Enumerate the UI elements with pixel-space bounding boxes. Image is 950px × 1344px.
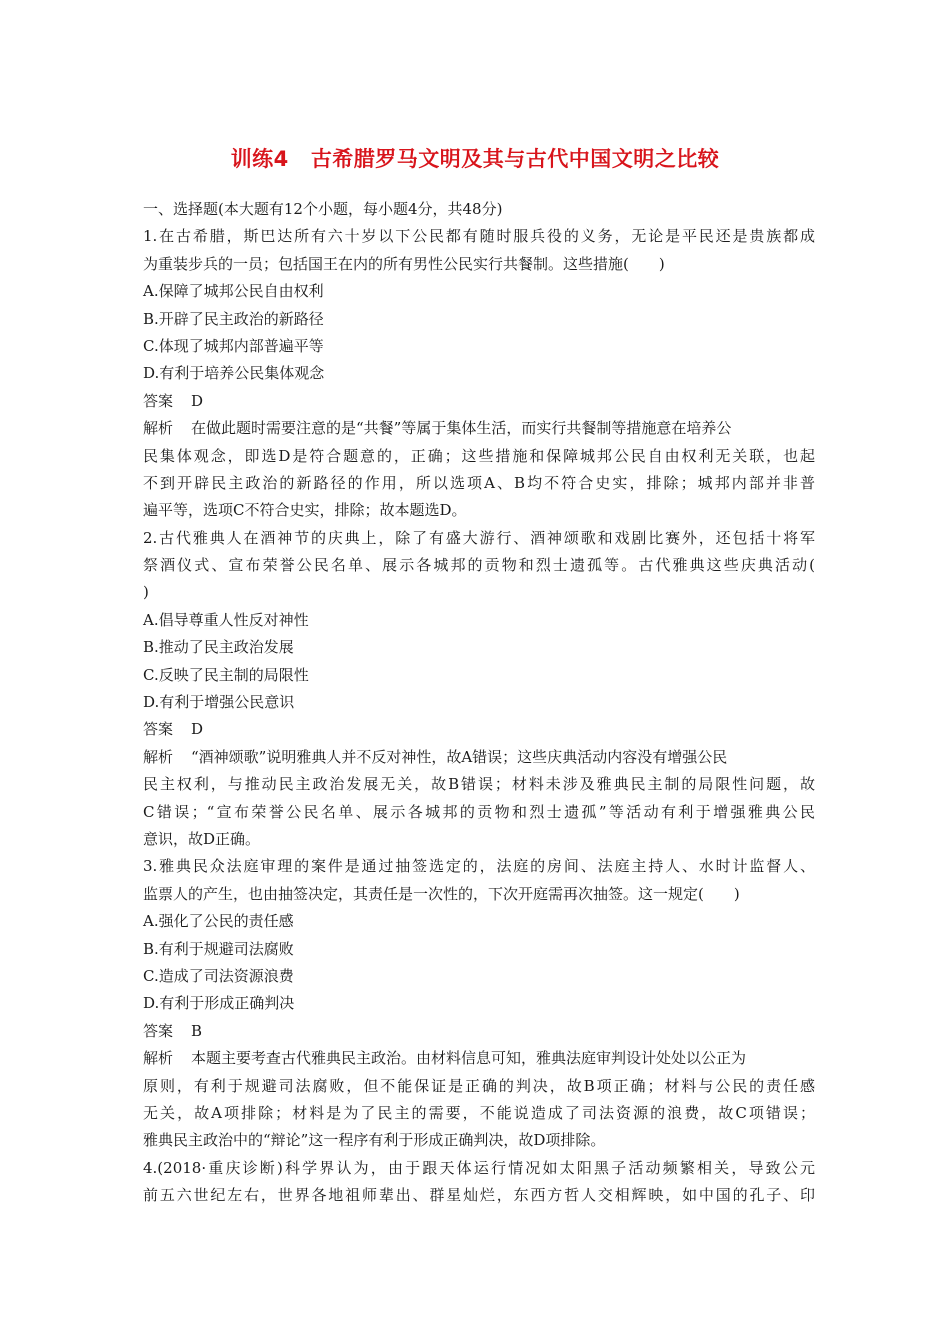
option-a: A.保障了城邦公民自由权利 bbox=[143, 282, 324, 301]
analysis-line bbox=[143, 415, 815, 442]
question-stem-line: 监票人的产生，也由抽签决定，其责任是一次性的，下次开庭需再次抽签。这一规定( ) bbox=[143, 884, 740, 903]
answer-value: D bbox=[191, 391, 204, 410]
option-c: C.体现了城邦内部普遍平等 bbox=[143, 336, 324, 355]
analysis-line: C错误；“宣布荣誉公民名单、展示各城邦的贡物和烈士遗孤”等活动有利于增强雅典公民 bbox=[143, 802, 815, 821]
option-d: D.有利于培养公民集体观念 bbox=[143, 364, 325, 383]
option-b: B.有利于规避司法腐败 bbox=[143, 939, 294, 958]
option-c: C.反映了民主制的局限性 bbox=[143, 665, 309, 684]
option-a: A.倡导尊重人性反对神性 bbox=[143, 610, 309, 629]
answer-line bbox=[143, 1018, 815, 1045]
analysis-label: 解析 bbox=[143, 747, 174, 766]
answer-label: 答案 bbox=[143, 720, 174, 739]
analysis-line: 雅典民主政治中的“辩论”这一程序有利于形成正确判决，故D项排除。 bbox=[143, 1131, 606, 1150]
document-body bbox=[143, 196, 815, 1209]
answer-label: 答案 bbox=[143, 1021, 174, 1040]
analysis-label: 解析 bbox=[143, 419, 174, 438]
analysis-line bbox=[143, 1045, 815, 1072]
answer-label: 答案 bbox=[143, 391, 174, 410]
option-a: A.强化了公民的责任感 bbox=[143, 912, 294, 931]
analysis-label: 解析 bbox=[143, 1049, 174, 1068]
option-b: B.推动了民主政治发展 bbox=[143, 638, 294, 657]
question-stem-line: ) bbox=[143, 583, 149, 602]
analysis-line: 原则，有利于规避司法腐败，但不能保证是正确的判决，故B项正确；材料与公民的责任感 bbox=[143, 1076, 815, 1095]
analysis-line: 民集体观念，即选D是符合题意的，正确；这些措施和保障城邦公民自由权利无关联，也起 bbox=[143, 446, 815, 465]
question-stem-line: 3.雅典民众法庭审理的案件是通过抽签选定的，法庭的房间、法庭主持人、水时计监督人、 bbox=[143, 857, 815, 876]
question-stem-line: 为重装步兵的一员；包括国王在内的所有男性公民实行共餐制。这些措施( ) bbox=[143, 254, 665, 273]
analysis-line: 遍平等，选项C不符合史实，排除；故本题选D。 bbox=[143, 501, 467, 520]
analysis-text: 在做此题时需要注意的是“共餐”等属于集体生活，而实行共餐制等措施意在培养公 bbox=[191, 419, 732, 438]
option-d: D.有利于增强公民意识 bbox=[143, 693, 295, 712]
answer-value: B bbox=[191, 1021, 203, 1040]
question-stem-line: 1.在古希腊，斯巴达所有六十岁以下公民都有随时服兵役的义务，无论是平民还是贵族都成 bbox=[143, 227, 815, 246]
analysis-line: 民主权利，与推动民主政治发展无关，故B错误；材料未涉及雅典民主制的局限性问题，故 bbox=[143, 775, 815, 794]
option-d: D.有利于形成正确判决 bbox=[143, 994, 295, 1013]
analysis-line: 意识，故D正确。 bbox=[143, 829, 261, 848]
option-c: C.造成了司法资源浪费 bbox=[143, 966, 294, 985]
analysis-line: 无关，故A项排除；材料是为了民主的需要，不能说造成了司法资源的浪费，故C项错误； bbox=[143, 1103, 815, 1122]
analysis-text: 本题主要考查古代雅典民主政治。由材料信息可知，雅典法庭审判设计处处以公正为 bbox=[191, 1049, 747, 1068]
answer-value: D bbox=[191, 720, 204, 739]
option-b: B.开辟了民主政治的新路径 bbox=[143, 309, 324, 328]
section-header: 一、选择题(本大题有12个小题，每小题4分，共48分) bbox=[143, 200, 503, 218]
question-stem-line: 祭酒仪式、宣布荣誉公民名单、展示各城邦的贡物和烈士遗孤等。古代雅典这些庆典活动( bbox=[143, 556, 815, 575]
analysis-line: 不到开辟民主政治的新路径的作用，所以选项A、B均不符合史实，排除；城邦内部并非普 bbox=[143, 473, 815, 492]
question-stem-line: 前五六世纪左右，世界各地祖师辈出、群星灿烂，东西方哲人交相辉映，如中国的孔子、印 bbox=[143, 1186, 815, 1205]
answer-line bbox=[143, 388, 815, 415]
answer-line bbox=[143, 716, 815, 743]
analysis-text: “酒神颂歌”说明雅典人并不反对神性，故A错误；这些庆典活动内容没有增强公民 bbox=[191, 747, 728, 766]
question-stem-line: 4.(2018·重庆诊断)科学界认为，由于跟天体运行情况如太阳黑子活动频繁相关，导致公元 bbox=[143, 1158, 815, 1177]
document-title bbox=[0, 143, 950, 173]
question-stem-line: 2.古代雅典人在酒神节的庆典上，除了有盛大游行、酒神颂歌和戏剧比赛外，还包括十将军 bbox=[143, 528, 815, 547]
title-prefix: 训练4 bbox=[230, 147, 289, 171]
title-text: 古希腊罗马文明及其与古代中国文明之比较 bbox=[310, 147, 720, 171]
analysis-line bbox=[143, 744, 815, 771]
